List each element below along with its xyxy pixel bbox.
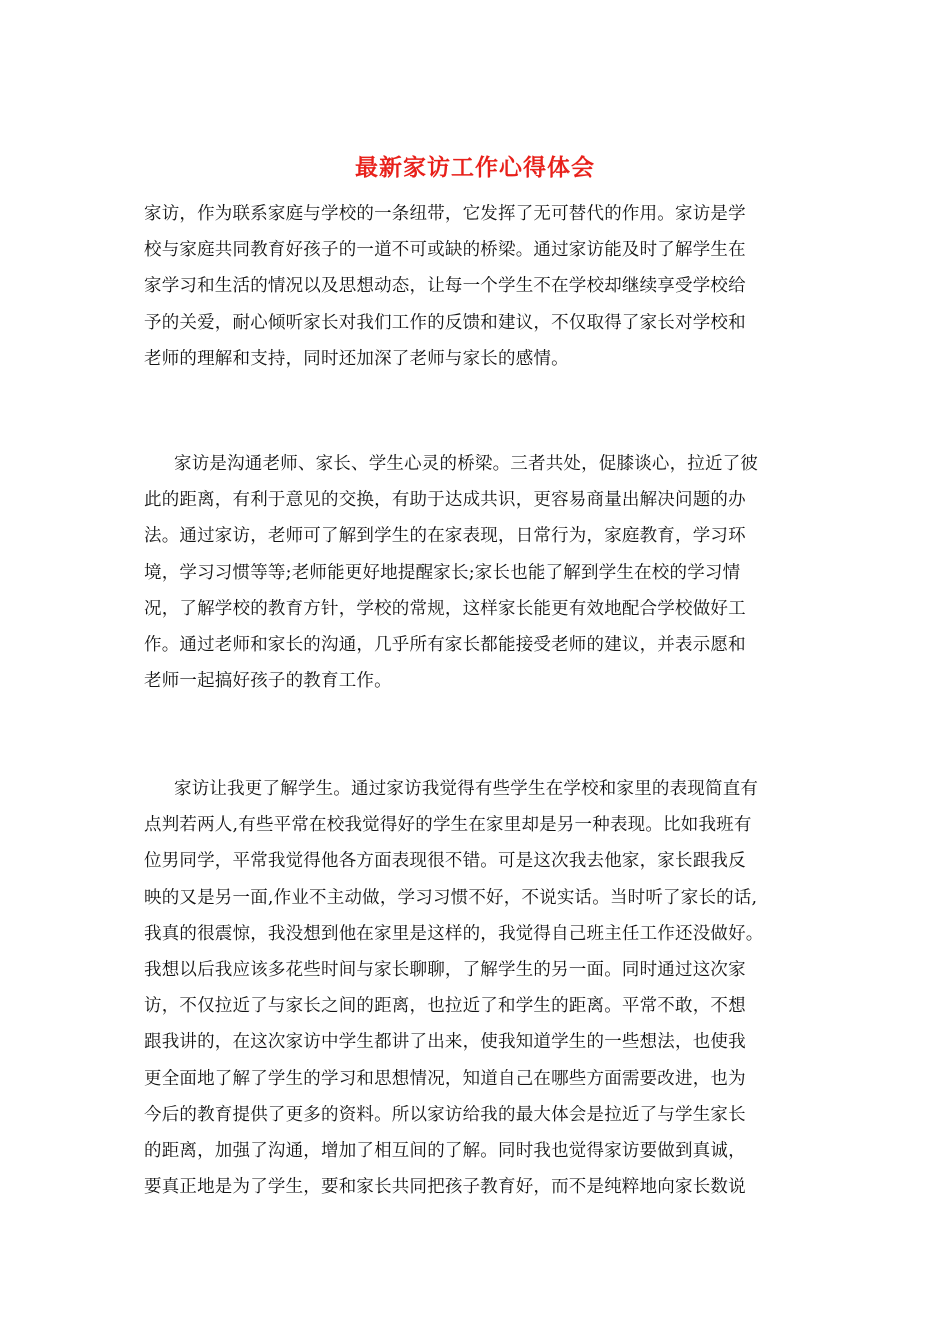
document-title: 最新家访工作心得体会 xyxy=(355,154,595,181)
paragraph-line: 况，了解学校的教育方针，学校的常规，这样家长能更有效地配合学校做好工 xyxy=(144,598,746,619)
paragraph-line: 今后的教育提供了更多的资料。所以家访给我的最大体会是拉近了与学生家长 xyxy=(144,1104,746,1125)
paragraph-line: 家访是沟通老师、家长、学生心灵的桥梁。三者共处，促膝谈心，拉近了彼 xyxy=(174,454,759,474)
paragraph-2 xyxy=(144,446,816,699)
paragraph-line: 予的关爱，耐心倾听家长对我们工作的反馈和建议，不仅取得了家长对学校和 xyxy=(144,312,746,333)
paragraph-line: 更全面地了解了学生的学习和思想情况，知道自己在哪些方面需要改进，也为 xyxy=(144,1068,746,1089)
paragraph-line: 校与家庭共同教育好孩子的一道不可或缺的桥梁。通过家访能及时了解学生在 xyxy=(144,240,746,261)
paragraph-line: 要真正地是为了学生，要和家长共同把孩子教育好，而不是纯粹地向家长数说 xyxy=(144,1177,746,1198)
paragraph-line: 我真的很震惊，我没想到他在家里是这样的，我觉得自己班主任工作还没做好。 xyxy=(144,923,764,944)
paragraph-line: 点判若两人,有些平常在校我觉得好的学生在家里却是另一种表现。比如我班有 xyxy=(144,815,752,836)
paragraph-line: 家访，作为联系家庭与学校的一条纽带，它发挥了无可替代的作用。家访是学 xyxy=(144,204,746,224)
paragraph-line: 我想以后我应该多花些时间与家长聊聊，了解学生的另一面。同时通过这次家 xyxy=(144,959,746,980)
paragraph-line: 作。通过老师和家长的沟通，几乎所有家长都能接受老师的建议，并表示愿和 xyxy=(144,634,746,655)
paragraph-line: 跟我讲的，在这次家访中学生都讲了出来，使我知道学生的一些想法，也使我 xyxy=(144,1032,746,1053)
paragraph-line: 访，不仅拉近了与家长之间的距离，也拉近了和学生的距离。平常不敢，不想 xyxy=(144,996,746,1017)
paragraph-line: 老师一起搞好孩子的教育工作。 xyxy=(144,671,392,692)
paragraph-1 xyxy=(144,196,816,377)
paragraph-line: 法。通过家访，老师可了解到学生的在家表现，日常行为，家庭教育，学习环 xyxy=(144,526,746,547)
paragraph-line: 家访让我更了解学生。通过家访我觉得有些学生在学校和家里的表现简直有 xyxy=(174,779,759,799)
paragraph-line: 老师的理解和支持，同时还加深了老师与家长的感情。 xyxy=(144,348,569,369)
paragraph-3 xyxy=(144,771,816,1205)
paragraph-line: 此的距离，有利于意见的交换，有助于达成共识，更容易商量出解决问题的办 xyxy=(144,490,746,511)
paragraph-line: 位男同学，平常我觉得他各方面表现很不错。可是这次我去他家，家长跟我反 xyxy=(144,851,746,872)
paragraph-line: 境，学习习惯等等;老师能更好地提醒家长;家长也能了解到学生在校的学习情 xyxy=(144,562,741,583)
paragraph-line: 的距离，加强了沟通，增加了相互间的了解。同时我也觉得家访要做到真诚， xyxy=(144,1140,746,1161)
paragraph-line: 映的又是另一面,作业不主动做，学习习惯不好，不说实话。当时听了家长的话, xyxy=(144,887,758,908)
paragraph-line: 家学习和生活的情况以及思想动态，让每一个学生不在学校却继续享受学校给 xyxy=(144,276,746,297)
